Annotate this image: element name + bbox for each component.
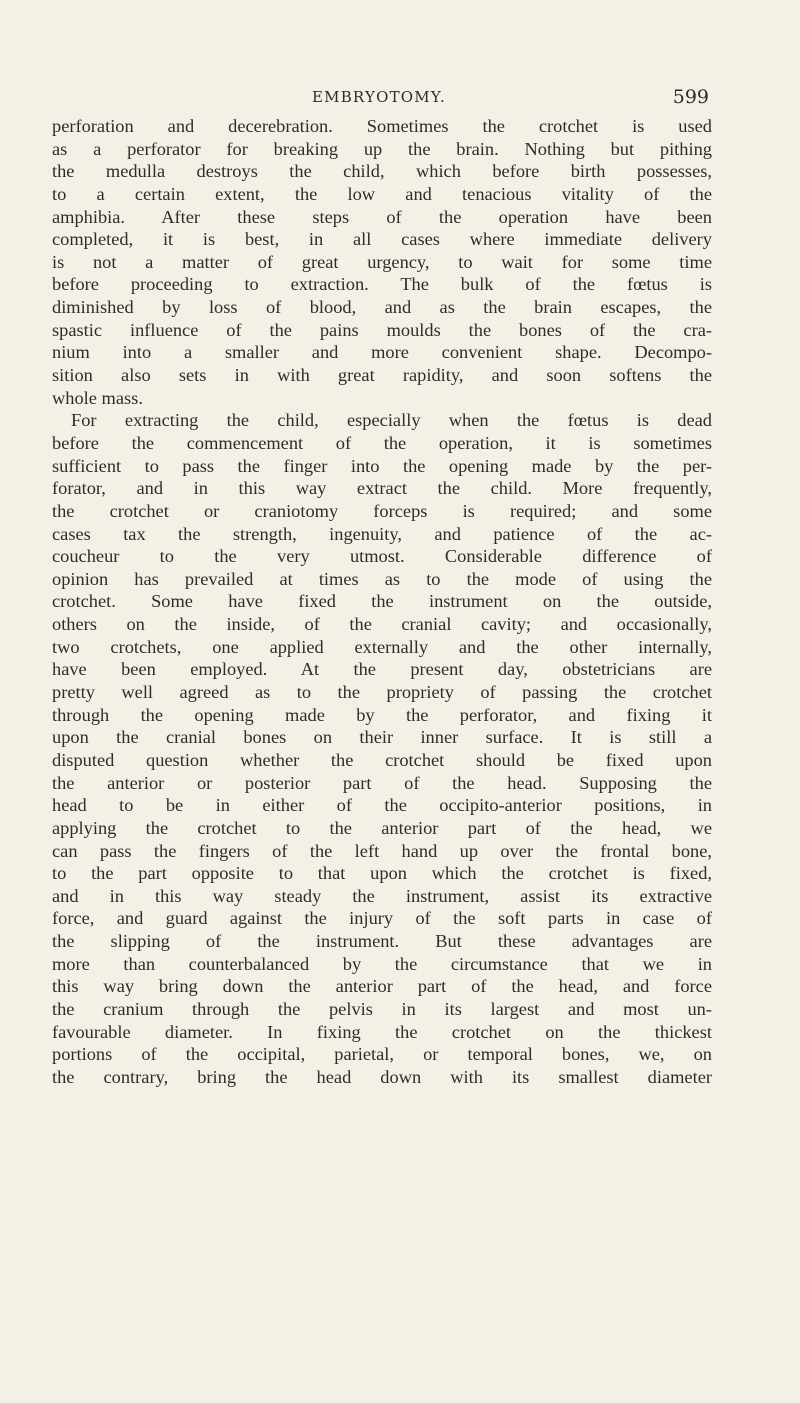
text-line: this way bring down the anterior part of the head, and force [52,976,712,997]
text-line: the crotchet or craniotomy forceps is required; and some [52,500,712,521]
text-line: spastic influence of the pains moulds the bones of the cra- [52,319,712,340]
text-line: to a certain extent, the low and tenacious vitality of the [52,183,712,204]
text-line: cases tax the strength, ingenuity, and patience of the ac- [52,523,712,544]
text-line: before the commencement of the operation, it is sometimes [52,432,712,453]
text-line: the slipping of the instrument. But these advantages are [52,931,712,952]
text-line: portions of the occipital, parietal, or temporal bones, we, on [52,1044,712,1065]
text-line: the contrary, bring the head down with its smallest diameter [52,1066,712,1087]
text-line: and in this way steady the instrument, assist its extractive [52,885,712,906]
text-line: head to be in either of the occipito-anterior positions, in [52,795,712,816]
text-line: nium into a smaller and more convenient shape. Decompo- [52,342,712,363]
page-number: 599 [672,86,709,108]
text-line: sition also sets in with great rapidity, and soon softens the [52,365,712,386]
paragraph-start-line: For extracting the child, especially when the fœtus is dead [71,410,712,431]
text-line: amphibia. After these steps of the operation have been [52,206,712,227]
text-line: as a perforator for breaking up the brain. Nothing but pithing [52,138,712,159]
text-line: pretty well agreed as to the propriety of passing the crotchet [52,682,712,703]
text-line: before proceeding to extraction. The bulk of the fœtus is [52,274,712,295]
text-line: two crotchets, one applied externally and the other internally, [52,636,712,657]
text-line: more than counterbalanced by the circumstance that we in [52,953,712,974]
text-line: completed, it is best, in all cases where immediate delivery [52,229,712,250]
text-line: to the part opposite to that upon which the crotchet is fixed, [52,863,712,884]
text-line: the anterior or posterior part of the head. Supposing the [52,772,712,793]
text-line: opinion has prevailed at times as to the mode of using the [52,568,712,589]
text-line: perforation and decerebration. Sometimes the crotchet is used [52,116,712,136]
text-line: forator, and in this way extract the child. More frequently, [52,478,712,499]
running-title: EMBRYOTOMY. [312,88,446,106]
text-line: the cranium through the pelvis in its largest and most un- [52,998,712,1019]
text-line: coucheur to the very utmost. Considerable difference of [52,546,712,567]
text-line: force, and guard against the injury of the soft parts in case of [52,908,712,929]
text-line: disputed question whether the crotchet should be fixed upon [52,749,712,770]
text-line: through the opening made by the perforator, and fixing it [52,704,712,725]
text-line: can pass the fingers of the left hand up over the frontal bone, [52,840,712,861]
text-line: is not a matter of great urgency, to wait for some time [52,251,712,272]
running-head [52,86,709,110]
text-line: applying the crotchet to the anterior part of the head, we [52,817,712,838]
text-line: the medulla destroys the child, which before birth possesses, [52,161,712,182]
text-line: crotchet. Some have fixed the instrument on the outside, [52,591,712,612]
text-line: others on the inside, of the cranial cavity; and occasionally, [52,614,712,635]
text-line: have been employed. At the present day, obstetricians are [52,659,712,680]
text-line: diminished by loss of blood, and as the brain escapes, the [52,297,712,318]
paragraph-end-line: whole mass. [52,387,143,408]
body-text [52,115,712,1089]
text-line: upon the cranial bones on their inner surface. It is still a [52,727,712,748]
text-line: favourable diameter. In fixing the crotchet on the thickest [52,1021,712,1042]
text-line: sufficient to pass the finger into the opening made by the per- [52,455,712,476]
